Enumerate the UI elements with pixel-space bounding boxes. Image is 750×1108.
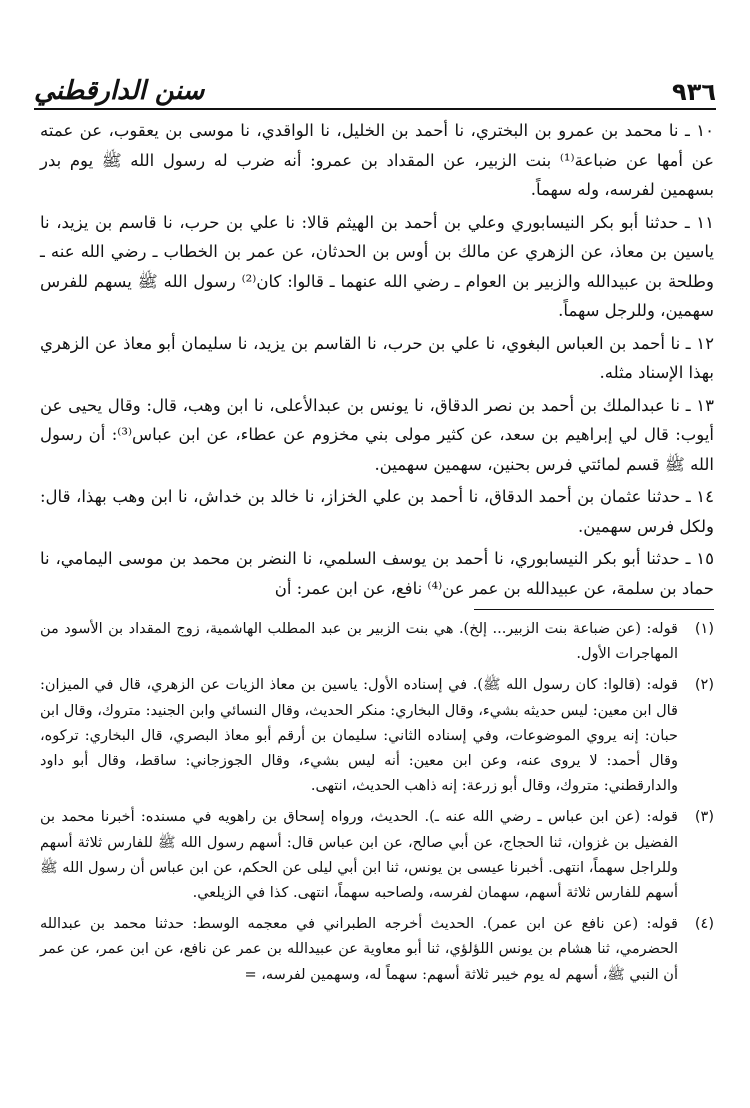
page-number: ٩٣٦	[672, 78, 716, 106]
hadith-paragraph: ١٥ ـ حدثنا أبو بكر النيسابوري، نا أحمد بن يوسف السلمي، نا النضر بن محمد بن موسى اليمامي، نا حماد بن سلمة، عن عبيدالله بن عمر عن⁽⁴⁾ نافع، عن ابن عمر: أن	[40, 549, 714, 598]
footnote-number: (٤)	[694, 916, 714, 933]
hadith-paragraph: ١٤ ـ حدثنا عثمان بن أحمد الدقاق، نا أحمد بن علي الخزاز، نا خالد بن خداش، نا ابن وهب بهذا، قال: ولكل فرس سهمين.	[40, 487, 714, 536]
hadith-paragraph: ١١ ـ حدثنا أبو بكر النيسابوري وعلي بن أحمد بن الهيثم قالا: نا علي بن حرب، نا قاسم بن يزيد، نا ياسين بن معاذ، عن الزهري عن مالك بن أوس بن الحدثان، عن عمر بن الخطاب ـ رضي الله عنه ـ وطلحة بن عبيدالله والزبير بن العوام ـ رضي الله عنهما ـ قالوا: كان⁽²⁾ رسول الله ﷺ يسهم للفرس سهمين، وللرجل سهماً.	[40, 212, 715, 320]
hadith-paragraph: ١٠ ـ نا محمد بن عمرو بن البختري، نا أحمد بن الخليل، نا الواقدي، نا موسى بن يعقوب، عن عمته عن أمها عن ضباعة⁽¹⁾ بنت الزبير، عن المقداد بن عمرو: أنه ضرب له رسول الله ﷺ يوم بدر بسهمين لفرسه، وله سهماً.	[40, 121, 714, 199]
footnote	[40, 912, 714, 988]
footnote-divider	[474, 609, 714, 610]
footnotes-section	[40, 617, 714, 994]
footnote-text: قوله: (عن ابن عباس ـ رضي الله عنه ـ). الحديث، ورواه إسحاق بن راهويه في مسنده: أخبرنا محمد بن الفضيل بن غزوان، ثنا الحجاج، عن أبي صالح، عن ابن عباس قال: أسهم رسول الله ﷺ للفارس ثلاثة أسهم وللراجل سهماً، انتهى. أخبرنا عيسى بن يونس، ثنا ابن أبي ليلى عن الحكم، عن ابن عباس أن رسول الله ﷺ أسهم للفارس ثلاثة أسهم، سهمان لفرسه، ولصاحبه سهماً، انتهى. كذا في الزيلعي.	[40, 809, 678, 902]
footnote-number: (١)	[694, 621, 714, 637]
footnote	[40, 805, 714, 906]
footnote-number: (٣)	[694, 809, 714, 826]
footnote	[40, 617, 714, 667]
footnote-text: قوله: (عن ضباعة بنت الزبير... إلخ). هي بنت الزبير بن عبد المطلب الهاشمية، زوج المقداد بن الأسود من المهاجرات الأول.	[40, 621, 678, 663]
main-text	[40, 116, 714, 606]
page-header	[34, 62, 716, 106]
footnote-text: قوله: (عن نافع عن ابن عمر). الحديث أخرجه الطبراني في معجمه الوسط: حدثنا محمد بن عبدالله الحضرمي، ثنا هشام بن يونس اللؤلؤي، ثنا أبو معاوية عن عبيدالله بن عمر عن نافع، عن ابن عمر، عن عمر أن النبي ﷺ، أسهم له يوم خيبر ثلاثة أسهم: سهماً له، وسهمين لفرسه، =	[40, 916, 678, 983]
header-divider	[34, 108, 716, 110]
hadith-paragraph: ١٢ ـ نا أحمد بن العباس البغوي، نا علي بن حرب، نا القاسم بن يزيد، نا سليمان أبو معاذ عن الزهري بهذا الإسناد مثله.	[40, 333, 714, 382]
hadith-paragraph: ١٣ ـ نا عبدالملك بن أحمد بن نصر الدقاق، نا يونس بن عبدالأعلى، نا ابن وهب، قال: وقال يحيى عن أيوب: قال لي إبراهيم بن سعد، عن كثير مولى بني مخزوم عن عطاء، عن ابن عباس⁽³⁾: أن رسول الله ﷺ قسم لمائتي فرس بحنين، سهمين سهمين.	[40, 395, 715, 474]
footnote-text: قوله: (قالوا: كان رسول الله ﷺ). في إسناده الأول: ياسين بن معاذ الزيات عن الزهري، قال في الميزان: قال ابن معين: ليس حديثه بشيء، وقال البخاري: منكر الحديث، وقال النسائي وابن الجنيد: متروك، وقال ابن حبان: إنه يروي الموضوعات، وفي إسناده الثاني: سليمان بن أرقم أبو معاذ البصري، قال البخاري: تركوه، وقال أحمد: لا يروى عنه، وعن ابن معين: أنه ليس بشيء، وقال الجوزجاني: ساقط، وقال أبو داود والدارقطني: متروك، وقال أبو زرعة: إنه ذاهب الحديث، انتهى.	[40, 677, 678, 795]
footnote	[40, 673, 714, 799]
footnote-number: (٢)	[694, 677, 714, 694]
book-title: سنن الدارقطني	[34, 76, 205, 106]
